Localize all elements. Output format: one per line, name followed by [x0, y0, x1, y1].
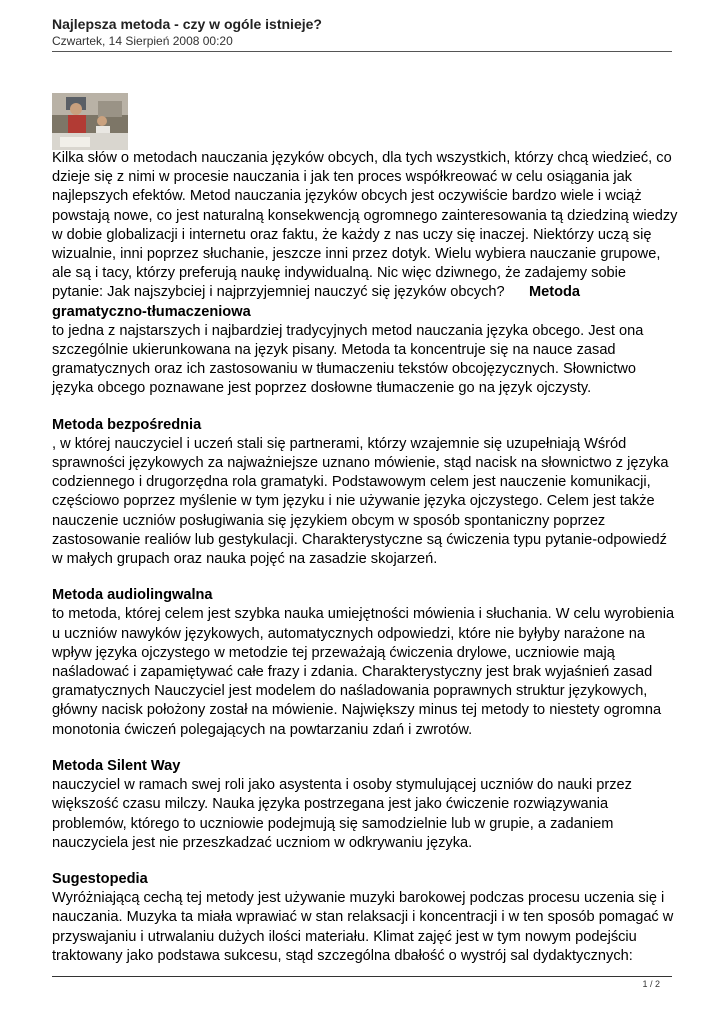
article-title: Najlepsza metoda - czy w ogóle istnieje? [52, 16, 322, 32]
section-heading: Metoda audiolingwalna [52, 587, 213, 604]
footer-divider [52, 976, 672, 977]
section-heading: Metoda gramatyczno-tłumaczeniowa [52, 284, 581, 320]
page-number: 1 / 2 [642, 979, 660, 989]
section-text: Wyróżniającą cechą tej metody jest używanie muzyki barokowej podczas procesu uczenia się i nauczania. Muzyka ta miała wprawiać w stan relaksacji i koncentracji i w ten sposób pomagać w przyswajaniu i utrwalaniu dużych ilości materiału. Klimat zajęć jest w tym nowym podejściu traktowany jako podstawa sukcesu, stąd szczególna dbałość o wystrój sal dydaktycznych: [52, 890, 674, 964]
intro-paragraph [52, 149, 678, 399]
section-text: to jedna z najstarszych i najbardziej tradycyjnych metod nauczania języka obcego. Jest ona szczególnie ukierunkowana na język pisany. Metoda ta koncentruje się na nauce zasad gramatycznych oraz ich zastosowaniu w tłumaczeniu tekstów obcojęzycznych. Słownictwo języka obcego poznawane jest poprzez dosłowne tłumaczenie go na język ojczysty. [52, 322, 644, 397]
section-text: nauczyciel w ramach swej roli jako asystenta i osoby stymulującej uczniów do nauki przez większość czasu milczy. Nauka języka postrzegana jest jako ćwiczenie rozwiązywania problemów, którego to uczniowie podejmują się samodzielnie lub w grupie, a zadaniem nauczyciela jest nie przeszkadzać uczniom w odkrywaniu języka. [52, 777, 632, 851]
header-divider [52, 51, 672, 52]
section-heading: Sugestopedia [52, 870, 148, 887]
document-header [52, 16, 672, 49]
section-text: to metoda, której celem jest szybka nauka umiejętności mówienia i słuchania. W celu wyrobienia u uczniów nawyków językowych, automatycznych odpowiedzi, które nie byłyby narażone na wpływ języka ojczystego w metodzie tej przeważają ćwiczenia drylowe, uczniowie mają naśladować i zapamiętywać całe frazy i zdania. Charakterystyczny jest brak wyjaśnień zasad gramatycznych Nauczyciel jest modelem do naśladowania poprawnych struktur językowych, główny nacisk położony został na mówienie. Największy minus tej metody to niestety ogromna monotonia ćwiczeń polegających na powtarzaniu zdań i zwrotów. [52, 606, 675, 738]
intro-text: Kilka słów o metodach nauczania języków obcych, dla tych wszystkich, którzy chcą wiedzieć, co dzieje się z nimi w procesie nauczania i jak ten proces współkreować w celu osiągania jak najlepszych efektów. Metod nauczania języków obcych jest oczywiście bardzo wiele i wciąż powstają nowe, co jest naturalną konsekwencją ogromnego zainteresowania tą dziedziną wiedzy w dobie globalizacji i internetu oraz faktu, że każdy z nas uczy się inaczej. Niektórzy uczą się wizualnie, inni poprzez słuchanie, jeszcze inni przez dotyk. Wielu wybiera nauczanie grupowe, ale są i tacy, którzy preferują naukę indywidualną. Nic więc dziwnego, że zadajemy sobie pytanie: Jak najszybciej i najprzyjemniej nauczyć się języków obcych? [52, 150, 678, 301]
section-heading: Metoda bezpośrednia [52, 416, 202, 433]
article-date: Czwartek, 14 Sierpień 2008 00:20 [52, 34, 233, 48]
section-heading: Metoda Silent Way [52, 757, 181, 774]
article-body [52, 149, 678, 966]
article-photo [52, 93, 128, 150]
section-text: , w której nauczyciel i uczeń stali się partnerami, którzy wzajemnie się uzupełniają Wśród sprawności językowych za najważniejsze uznano mówienie, stąd nacisk na słownictwo z języka codziennego i drugorzędna rola gramatyki. Podstawowym celem jest nauczenie komunikacji, częściowo poprzez myślenie w tym języku i nie używanie języka ojczystego. Celem jest także nauczenie uczniów posługiwania się językiem obcym w sposób spontaniczny poprzez zastosowanie realiów lub gestykulacji. Charakterystyczne są ćwiczenia typu pytanie-odpowiedź w małych grupach oraz nauka pojęć na zasadzie skojarzeń. [52, 435, 669, 568]
